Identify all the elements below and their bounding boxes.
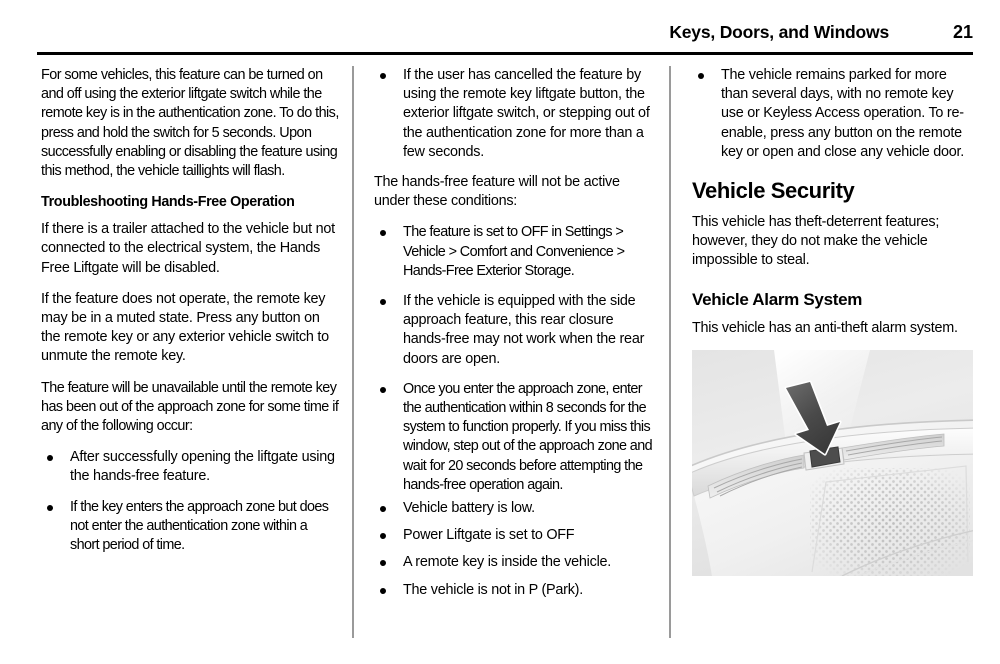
page-title: Keys, Doors, and Windows bbox=[669, 22, 889, 42]
column-one bbox=[41, 66, 339, 559]
page-number: 21 bbox=[952, 22, 973, 42]
bullet-dot-icon bbox=[380, 73, 386, 79]
list-unavailable-conditions bbox=[41, 448, 339, 555]
list-item bbox=[374, 292, 659, 369]
header-divider-rule bbox=[37, 52, 973, 55]
column-two bbox=[374, 66, 659, 608]
list-item bbox=[374, 499, 659, 518]
heading-vehicle-security: Vehicle Security bbox=[692, 178, 855, 204]
paragraph-theft-deterrent: This vehicle has theft-deterrent features; however, they do not make the vehicle impossible to steal. bbox=[692, 214, 940, 269]
list-item-text: If the vehicle is equipped with the side approach feature, this rear closure hands-free may not work when the rear doors are open. bbox=[403, 293, 645, 367]
bullet-dot-icon bbox=[380, 299, 386, 305]
list-item bbox=[374, 581, 659, 600]
list-item-text: Vehicle battery is low. bbox=[403, 500, 535, 517]
list-parked-several-days bbox=[692, 66, 974, 162]
content-columns bbox=[0, 66, 1000, 641]
paragraph-trailer-attached: If there is a trailer attached to the vehicle but not connected to the electrical system, the Hands Free Liftgate will be disabled. bbox=[41, 221, 335, 276]
column-divider-right bbox=[669, 66, 671, 638]
bullet-dot-icon bbox=[47, 505, 53, 511]
bullet-dot-icon bbox=[380, 533, 386, 539]
list-item-text: The vehicle is not in P (Park). bbox=[403, 581, 583, 598]
bullet-dot-icon bbox=[380, 588, 386, 594]
list-item-text: If the key enters the approach zone but does not enter the authentication zone within a short period of time. bbox=[70, 498, 329, 554]
bullet-dot-icon bbox=[380, 230, 386, 236]
paragraph-turn-on-off: For some vehicles, this feature can be turned on and off using the exterior liftgate switch while the remote key is in the authentication zone. To do this, press and hold the switch for 5 seconds. Upon successfully enabling or disabling the feature using this method, the vehicle taillights will flash. bbox=[41, 67, 339, 180]
page-header bbox=[37, 22, 973, 52]
list-item bbox=[41, 448, 339, 486]
list-item-text: Power Liftgate is set to OFF bbox=[403, 527, 575, 544]
bullet-dot-icon bbox=[380, 387, 386, 393]
bullet-dot-icon bbox=[380, 560, 386, 566]
speaker-grille-dots bbox=[810, 468, 970, 576]
list-item bbox=[374, 66, 659, 162]
list-item-text: The vehicle remains parked for more than several days, with no remote key use or Keyless Access operation. To re-enable, press any button on the remote key or open and close any vehicle door. bbox=[721, 67, 965, 160]
list-item-text: After successfully opening the liftgate using the hands-free feature. bbox=[70, 449, 335, 485]
heading-vehicle-alarm-system: Vehicle Alarm System bbox=[692, 289, 863, 309]
column-three bbox=[692, 66, 974, 576]
paragraph-not-active-conditions-intro: The hands-free feature will not be active under these conditions: bbox=[374, 174, 620, 210]
list-item-text: Once you enter the approach zone, enter the authentication within 8 seconds for the system to function properly. If you miss this window, step out of the approach zone and wait for 20 seconds before attempting the hands-free operation again. bbox=[403, 380, 653, 493]
list-item bbox=[374, 553, 659, 572]
list-item-text: A remote key is inside the vehicle. bbox=[403, 554, 612, 571]
list-inactive-conditions-short bbox=[374, 499, 659, 600]
paragraph-muted-state: If the feature does not operate, the remote key may be in a muted state. Press any button on the remote key or any exterior vehicle switch to unmute the remote key. bbox=[41, 290, 329, 365]
heading-troubleshooting-hands-free-operation: Troubleshooting Hands-Free Operation bbox=[41, 194, 295, 211]
spacer bbox=[374, 166, 659, 173]
paragraph-anti-theft-alarm: This vehicle has an anti-theft alarm system. bbox=[692, 319, 958, 336]
list-item bbox=[692, 66, 974, 162]
bullet-dot-icon bbox=[698, 73, 704, 79]
bullet-dot-icon bbox=[47, 455, 53, 461]
illustration-svg bbox=[692, 350, 973, 576]
vehicle-alarm-sensor-illustration bbox=[692, 350, 973, 576]
list-item bbox=[374, 526, 659, 545]
list-item bbox=[41, 498, 339, 556]
list-item bbox=[374, 223, 659, 281]
list-item-text: The feature is set to OFF in Settings > Vehicle > Comfort and Convenience > Hands-Free Exterior Storage. bbox=[403, 224, 625, 279]
bullet-dot-icon bbox=[380, 506, 386, 512]
column-divider-left bbox=[352, 66, 354, 638]
paragraph-unavailable-until: The feature will be unavailable until the remote key has been out of the approach zone for some time if any of the following occur: bbox=[41, 379, 339, 435]
list-inactive-conditions bbox=[374, 223, 659, 495]
list-cancelled-feature bbox=[374, 66, 659, 162]
list-item-text: If the user has cancelled the feature by using the remote key liftgate button, the exterior liftgate switch, or stepping out of the authentication zone for more than a few seconds. bbox=[403, 67, 650, 160]
list-item bbox=[374, 380, 659, 495]
